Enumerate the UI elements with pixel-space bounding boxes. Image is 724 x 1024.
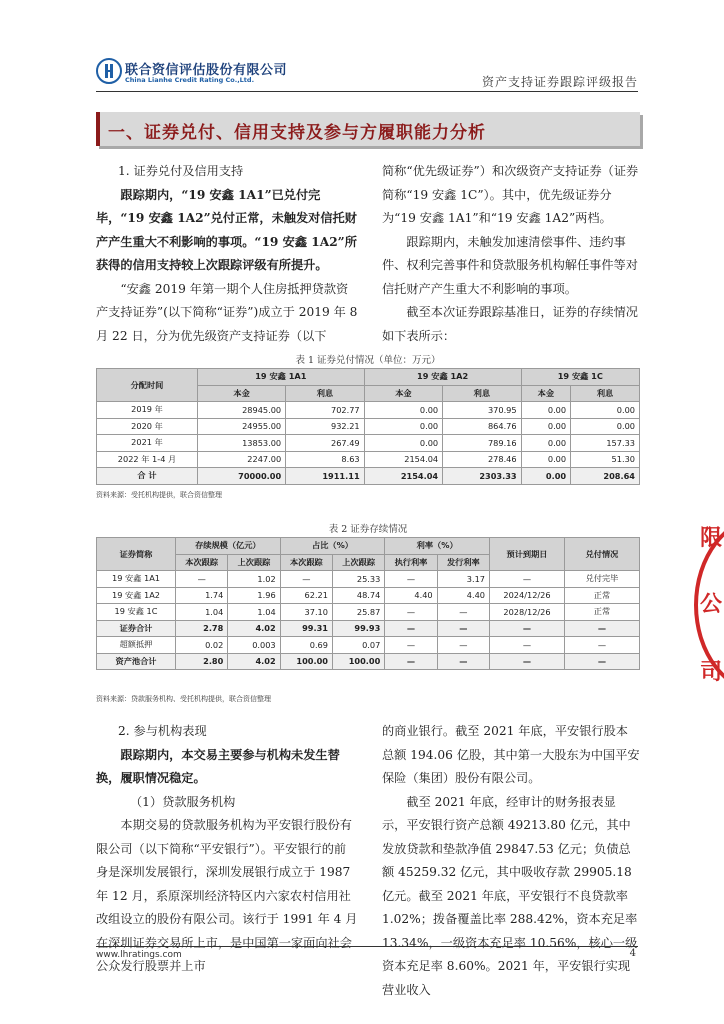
table1-header-group: 19 安鑫 1A2	[364, 369, 521, 386]
table-row	[97, 402, 640, 419]
table2-subtotal-label: 证券合计	[97, 620, 176, 637]
table2-value-cell: 3.17	[437, 571, 489, 588]
table-row	[97, 468, 640, 485]
right-column-2	[382, 720, 640, 1002]
table1-total-cell: 208.64	[571, 468, 640, 485]
servicer-intro-paragraph: 本期交易的贷款服务机构为平安银行股份有限公司（以下简称“平安银行”）。平安银行的前身是深圳发展银行，深圳发展银行成立于 1987 年 12 月，系原深圳经济特区内六家农村信用社改组设立的股份有限公司。该行于 1991 年 4 月在深圳证券交易所上市，是中国第一家面向社会公众发行股票并上市	[96, 818, 358, 973]
table2-value-cell: 62.21	[280, 587, 332, 604]
table2-header-due: 预计到期日	[490, 538, 565, 571]
table-row	[97, 418, 640, 435]
table1-value-cell: 370.95	[443, 402, 521, 419]
table1-value-cell: 2154.04	[364, 451, 442, 468]
table1-value-cell: 267.49	[286, 435, 364, 452]
stamp-char: 公	[700, 592, 723, 617]
left-column-2	[96, 720, 358, 979]
report-title: 资产支持证券跟踪评级报告	[481, 75, 638, 89]
table2-value-cell: 兑付完毕	[565, 571, 640, 588]
table2-value-cell: —	[385, 604, 437, 621]
table2-subtotal-cell: —	[565, 620, 640, 637]
table2-subtotal-cell: —	[490, 620, 565, 637]
table1-subheader: 利息	[286, 385, 364, 402]
table2-value-cell: —	[385, 637, 437, 654]
table2-value-cell: 1.96	[228, 587, 280, 604]
table2-value-cell: 25.87	[332, 604, 384, 621]
status-intro-paragraph: 截至本次证券跟踪基准日，证券的存续情况如下表所示：	[382, 305, 638, 343]
table2-value-cell: 正常	[565, 587, 640, 604]
table2-subtotal-cell: —	[437, 620, 489, 637]
bank-shareholder-paragraph: 的商业银行。截至 2021 年底，平安银行股本总额 194.06 亿股，其中第一大股东为中国平安保险（集团）股份有限公司。	[382, 724, 640, 785]
table1-value-cell: 864.76	[443, 418, 521, 435]
payment-table	[96, 368, 640, 485]
table1-value-cell: 0.00	[571, 418, 640, 435]
summary-paragraph-1: 跟踪期内，“19 安鑫 1A1”已兑付完毕，“19 安鑫 1A2”兑付正常，未触发对信托财产产生重大不利影响的事项。“19 安鑫 1A2”所获得的信用支持较上次跟踪评级有所提升。	[96, 187, 357, 272]
table2-value-cell: 4.40	[437, 587, 489, 604]
table2-subtotal-cell: 99.31	[280, 620, 332, 637]
table2-value-cell: 25.33	[332, 571, 384, 588]
table1-header-group: 19 安鑫 1C	[521, 369, 639, 386]
company-seal-stamp	[694, 515, 724, 695]
table1-value-cell: 702.77	[286, 402, 364, 419]
table1-header-period: 分配时间	[97, 369, 198, 402]
table-row	[97, 604, 640, 621]
table2-value-cell: 1.02	[228, 571, 280, 588]
table2-value-cell: —	[490, 637, 565, 654]
table1-subheader: 本金	[521, 385, 571, 402]
table1-period-cell: 2019 年	[97, 402, 198, 419]
table2-value-cell: —	[490, 571, 565, 588]
table1-value-cell: 789.16	[443, 435, 521, 452]
table1-value-cell: 8.63	[286, 451, 364, 468]
table1-total-label: 合 计	[97, 468, 198, 485]
table2-subheader: 发行利率	[437, 554, 489, 571]
table2-value-cell: —	[565, 637, 640, 654]
table2-subheader: 上次跟踪	[332, 554, 384, 571]
table1-header-group: 19 安鑫 1A1	[198, 369, 365, 386]
table2-value-cell: 2028/12/26	[490, 604, 565, 621]
table2-value-cell: 正常	[565, 604, 640, 621]
table2-total-cell: 100.00	[280, 653, 332, 670]
table1-value-cell: 51.30	[571, 451, 640, 468]
table1-value-cell: 0.00	[521, 402, 571, 419]
table2-value-cell: 0.69	[280, 637, 332, 654]
page-number: 4	[629, 948, 636, 959]
table2-total-cell: 2.80	[176, 653, 228, 670]
logo-company-name-en: China Lianhe Credit Rating Co.,Ltd.	[125, 76, 255, 84]
table2-subtotal-cell: 99.93	[332, 620, 384, 637]
table2-subtotal-cell: 2.78	[176, 620, 228, 637]
left-column-1	[96, 160, 358, 348]
table1-total-cell: 1911.11	[286, 468, 364, 485]
table1-period-cell: 2020 年	[97, 418, 198, 435]
table1-value-cell: 0.00	[364, 418, 442, 435]
section-title: 一、证券兑付、信用支持及参与方履职能力分析	[108, 123, 486, 143]
table2-value-cell: 2024/12/26	[490, 587, 565, 604]
company-logo-icon	[96, 58, 122, 84]
bank-financials-paragraph: 截至 2021 年底，经审计的财务报表显示，平安银行资产总额 49213.80 亿元，其中发放贷款和垫款净值 29847.53 亿元；负债总额 45259.32 亿元，其中吸收存款 29905.18 亿元。截至 2021 年底，平安银行不良贷款率 1.02%；拨备覆盖比率 288.42%，资本充足率 13.34%，一级资本充足率 10.56%，核心一级资本充足率 8.60%。2021 年，平安银行实现营业收入	[382, 794, 638, 997]
table2-value-cell: —	[385, 571, 437, 588]
table2-name-cell: 19 安鑫 1A1	[97, 571, 176, 588]
securities-classes-paragraph: 简称“优先级证券”）和次级资产支持证券（证券简称“19 安鑫 1C”）。其中，优先级证券分为“19 安鑫 1A1”和“19 安鑫 1A2”两档。	[382, 164, 639, 225]
stamp-char: 司	[700, 660, 723, 685]
table1-value-cell: 2247.00	[198, 451, 286, 468]
table2-subheader: 执行利率	[385, 554, 437, 571]
table2-source: 资料来源：贷款服务机构、受托机构提供，联合资信整理	[96, 695, 271, 703]
table1-value-cell: 0.00	[521, 451, 571, 468]
table2-name-cell: 19 安鑫 1A2	[97, 587, 176, 604]
table2-subtotal-cell: —	[385, 620, 437, 637]
table2-value-cell: 0.02	[176, 637, 228, 654]
table2-total-cell: —	[565, 653, 640, 670]
table1-value-cell: 157.33	[571, 435, 640, 452]
table1-total-cell: 2154.04	[364, 468, 442, 485]
table1-subheader: 本金	[198, 385, 286, 402]
table1-value-cell: 28945.00	[198, 402, 286, 419]
table1-subheader: 本金	[364, 385, 442, 402]
table-row	[97, 587, 640, 604]
table1-source: 资料来源：受托机构提供，联合资信整理	[96, 491, 222, 499]
table1-subheader: 利息	[443, 385, 521, 402]
table1-value-cell: 932.21	[286, 418, 364, 435]
table2-value-cell: 4.40	[385, 587, 437, 604]
servicer-subheading: （1）贷款服务机构	[130, 794, 236, 809]
table2-value-cell: 48.74	[332, 587, 384, 604]
table2-subtotal-cell: 4.02	[228, 620, 280, 637]
table1-value-cell: 0.00	[364, 435, 442, 452]
table1-value-cell: 0.00	[364, 402, 442, 419]
table2-value-cell: 1.74	[176, 587, 228, 604]
table-row	[97, 637, 640, 654]
section-banner	[96, 112, 640, 146]
right-column-1	[382, 160, 640, 348]
table1-value-cell: 0.00	[521, 418, 571, 435]
subsection-heading-1: 1. 证券兑付及信用支持	[118, 164, 244, 178]
table2-value-cell: 0.003	[228, 637, 280, 654]
table2-subheader: 本次跟踪	[280, 554, 332, 571]
table2-container	[96, 537, 640, 670]
table2-header-payment: 兑付情况	[565, 538, 640, 571]
table2-total-cell: —	[385, 653, 437, 670]
table2-value-cell: —	[280, 571, 332, 588]
table1-total-cell: 2303.33	[443, 468, 521, 485]
table1-container	[96, 368, 640, 485]
outstanding-table	[96, 537, 640, 670]
table2-value-cell: —	[437, 637, 489, 654]
table2-caption: 表 2 证券存续情况	[328, 524, 408, 535]
table2-total-cell: 100.00	[332, 653, 384, 670]
subsection-heading-2: 2. 参与机构表现	[118, 724, 207, 738]
table1-caption: 表 1 证券兑付情况（单位：万元）	[295, 355, 441, 366]
table1-value-cell: 13853.00	[198, 435, 286, 452]
table2-name-cell: 超额抵押	[97, 637, 176, 654]
table2-total-cell: —	[490, 653, 565, 670]
table2-header-name: 证券简称	[97, 538, 176, 571]
table1-subheader: 利息	[571, 385, 640, 402]
table2-value-cell: 1.04	[176, 604, 228, 621]
table2-subheader: 本次跟踪	[176, 554, 228, 571]
securities-intro-paragraph: “安鑫 2019 年第一期个人住房抵押贷款资产支持证券”(以下简称“证券”)成立于 2019 年 8 月 22 日，分为优先级资产支持证券（以下	[96, 281, 358, 343]
table1-total-cell: 0.00	[521, 468, 571, 485]
table2-total-label: 资产池合计	[97, 653, 176, 670]
table-row	[97, 435, 640, 452]
table1-period-cell: 2022 年 1-4 月	[97, 451, 198, 468]
table2-header-share: 占比（%）	[280, 538, 385, 555]
table1-total-cell: 70000.00	[198, 468, 286, 485]
trigger-events-paragraph: 跟踪期内，未触发加速清偿事件、违约事件、权利完善事件和贷款服务机构解任事件等对信托财产产生重大不利影响的事项。	[382, 234, 638, 296]
table2-value-cell: —	[176, 571, 228, 588]
table-row	[97, 451, 640, 468]
table2-header-rate: 利率（%）	[385, 538, 490, 555]
table2-subheader: 上次跟踪	[228, 554, 280, 571]
table1-value-cell: 278.46	[443, 451, 521, 468]
table2-header-scale: 存续规模（亿元）	[176, 538, 281, 555]
header-divider	[96, 91, 638, 92]
table1-value-cell: 0.00	[521, 435, 571, 452]
table2-name-cell: 19 安鑫 1C	[97, 604, 176, 621]
table-row	[97, 620, 640, 637]
table-row	[97, 571, 640, 588]
table2-value-cell: 1.04	[228, 604, 280, 621]
table2-value-cell: —	[437, 604, 489, 621]
table2-value-cell: 37.10	[280, 604, 332, 621]
table2-total-cell: —	[437, 653, 489, 670]
logo-company-name-cn: 联合资信评估股份有限公司	[125, 63, 288, 78]
footer-website-link[interactable]: www.lhratings.com	[96, 950, 182, 960]
table2-total-cell: 4.02	[228, 653, 280, 670]
table1-value-cell: 0.00	[571, 402, 640, 419]
table1-period-cell: 2021 年	[97, 435, 198, 452]
table-row	[97, 653, 640, 670]
footer-divider	[96, 946, 638, 947]
table2-value-cell: 0.07	[332, 637, 384, 654]
stamp-char: 限	[700, 526, 723, 551]
table1-value-cell: 24955.00	[198, 418, 286, 435]
summary-paragraph-2: 跟踪期内，本交易主要参与机构未发生替换，履职情况稳定。	[96, 747, 340, 785]
